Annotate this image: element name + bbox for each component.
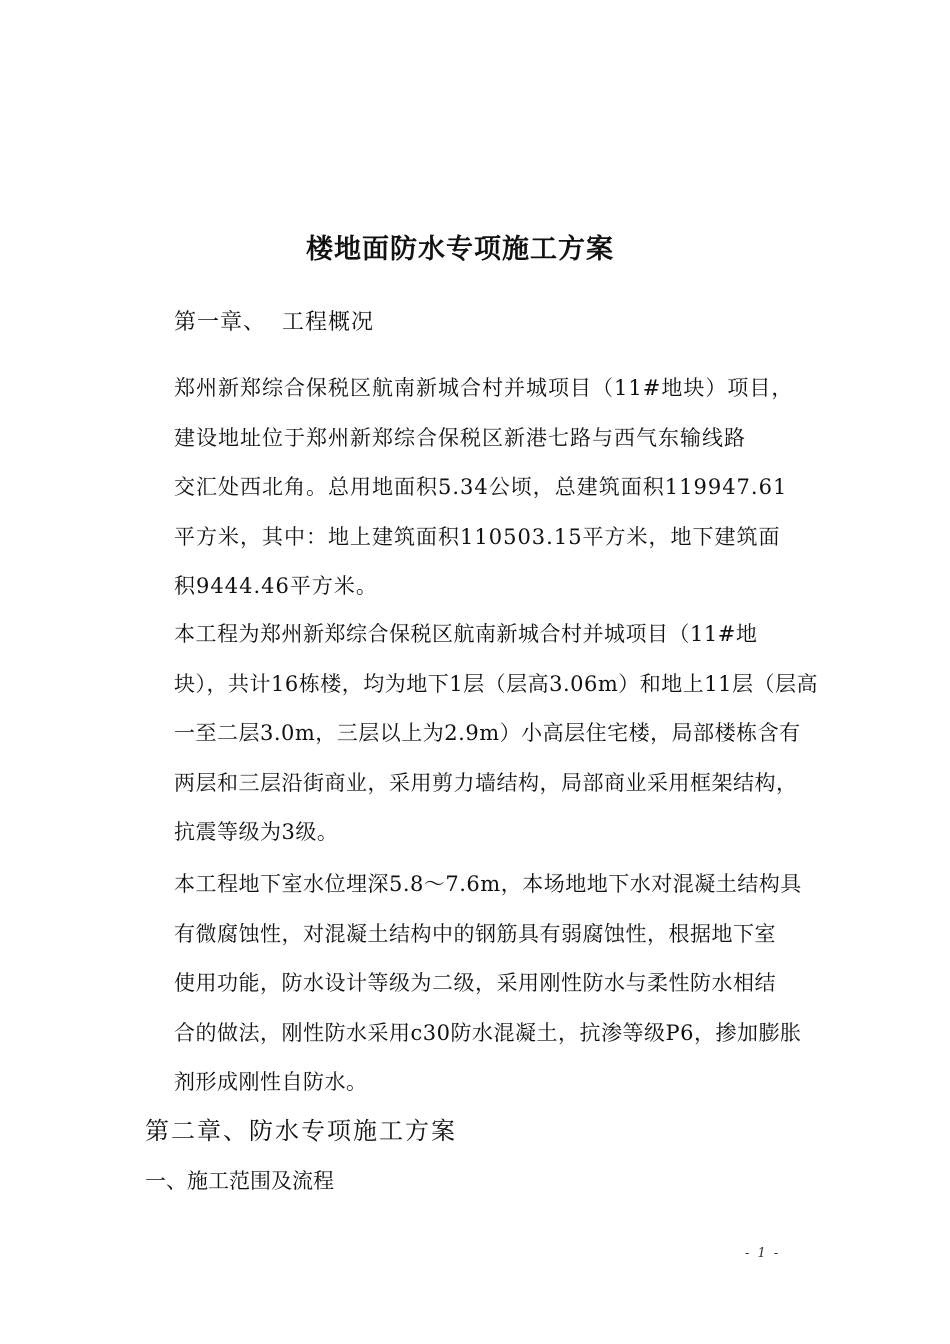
paragraph-line: 本工程地下室水位埋深5.8～7.6m，本场地地下水对混凝土结构具 <box>174 872 802 896</box>
section-1-heading: 一、施工范围及流程 <box>145 1169 334 1193</box>
paragraph-line: 合的做法，刚性防水采用c30防水混凝土，抗渗等级P6，掺加膨胀 <box>174 1020 802 1045</box>
paragraph-line: 本工程为郑州新郑综合保税区航南新城合村并城项目（11#地 <box>174 622 758 646</box>
document-title: 楼地面防水专项施工方案 <box>306 234 614 265</box>
paragraph-line: 剂形成刚性自防水。 <box>174 1070 368 1094</box>
paragraph-line: 平方米，其中：地上建筑面积110503.15平方米，地下建筑面 <box>174 524 781 549</box>
paragraph-line: 抗震等级为3级。 <box>174 820 339 844</box>
chapter-2-heading: 第二章、防水专项施工方案 <box>145 1117 457 1145</box>
paragraph-line: 一至二层3.0m，三层以上为2.9m）小高层住宅楼，局部楼栋含有 <box>174 721 801 745</box>
paragraph-project-overview <box>174 364 814 612</box>
paragraph-building-description <box>174 610 818 858</box>
paragraph-line: 郑州新郑综合保税区航南新城合村并城项目（11#地块）项目， <box>174 376 794 400</box>
paragraph-line: 有微腐蚀性，对混凝土结构中的钢筋具有弱腐蚀性，根据地下室 <box>174 921 776 946</box>
chapter-1-heading: 第一章、 工程概况 <box>174 310 374 335</box>
page-number: - 1 - <box>745 1246 781 1261</box>
paragraph-line: 块），共计16栋楼，均为地下1层（层高3.06m）和地上11层（层高 <box>174 671 818 696</box>
paragraph-line: 两层和三层沿街商业，采用剪力墙结构，局部商业采用框架结构， <box>174 770 798 795</box>
paragraph-line: 使用功能，防水设计等级为二级，采用刚性防水与柔性防水相结 <box>174 971 776 995</box>
paragraph-line: 积9444.46平方米。 <box>174 574 378 598</box>
paragraph-line: 交汇处西北角。总用地面积5.34公顷，总建筑面积119947.61 <box>174 475 788 499</box>
paragraph-line: 建设地址位于郑州新郑综合保税区新港七路与西气东输线路 <box>174 425 746 450</box>
paragraph-waterproof-design <box>174 860 814 1108</box>
